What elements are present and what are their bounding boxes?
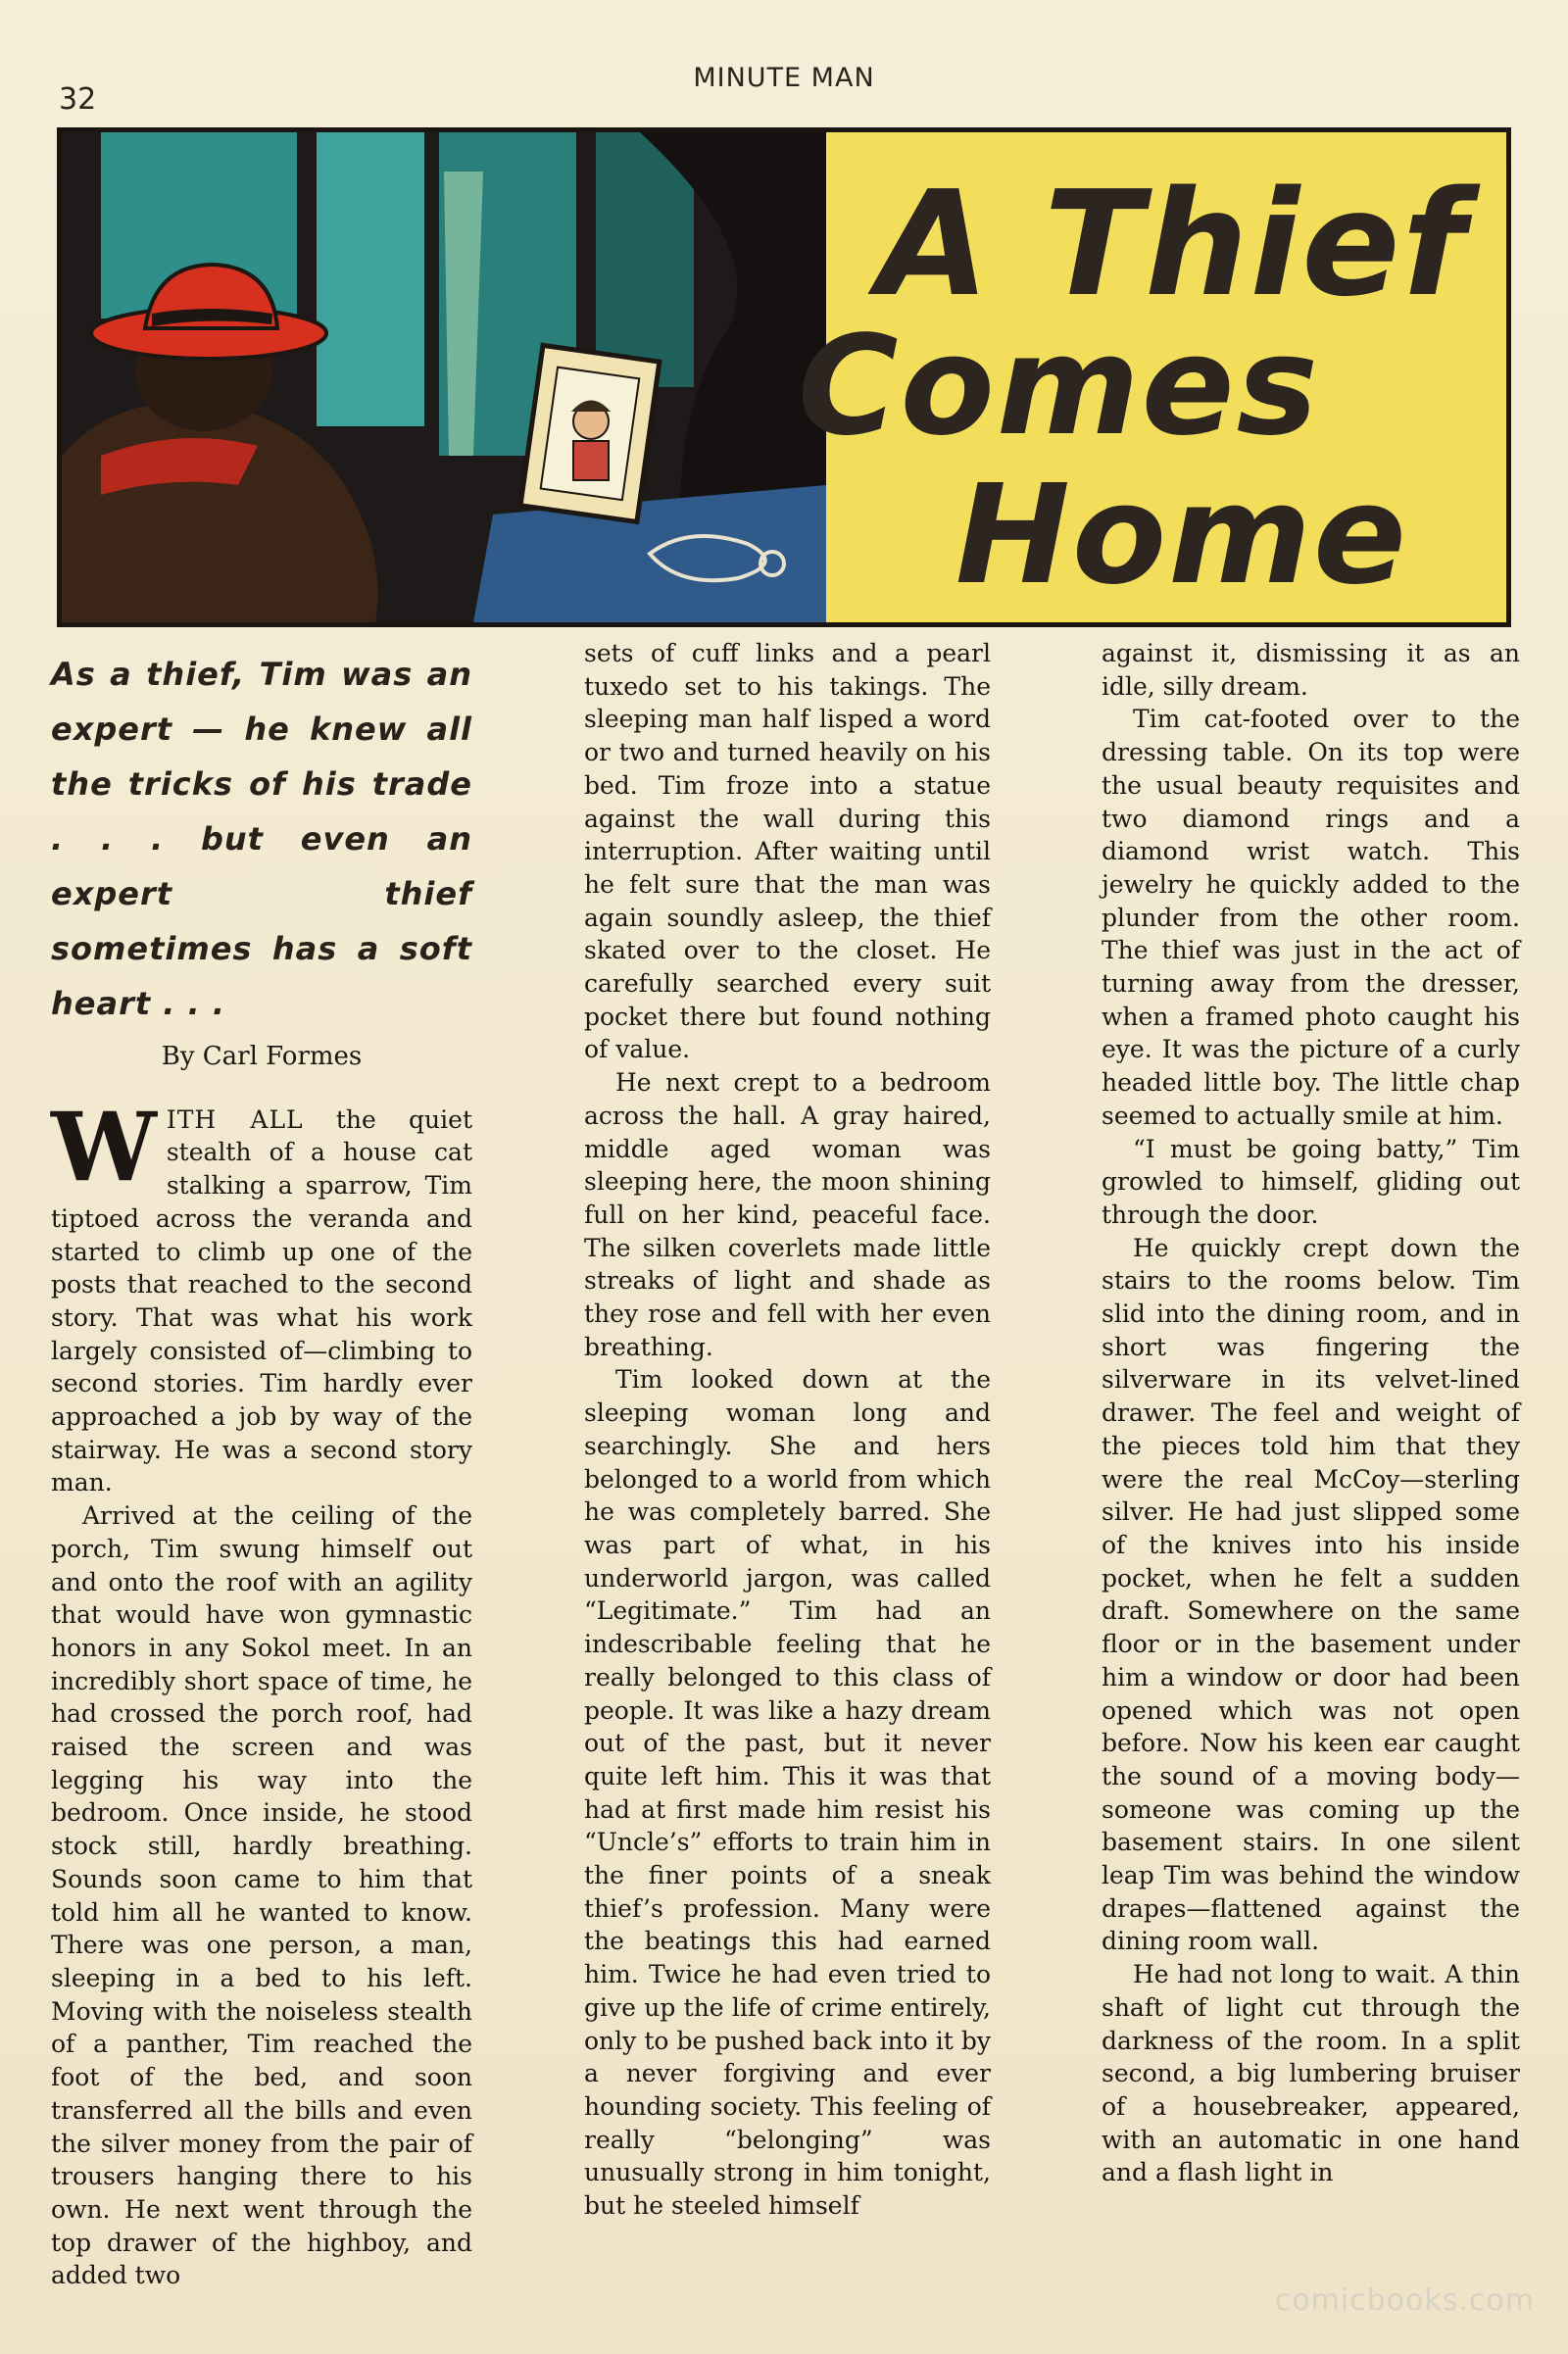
paragraph: He next crept to a bedroom across the hall. A gray haired, middle aged woman was sleeping here, the moon shining full on her kind, peaceful face. The silken coverlets made little streaks of light and shade as they rose and fell with her even breathing. (584, 1068, 991, 1361)
title-line-2: Comes (797, 307, 1320, 466)
column-1 (51, 647, 472, 2292)
paragraph: Arrived at the ceiling of the porch, Tim swung himself out and onto the roof with an agility that would have won gymnastic honors in any Sokol meet. In an incredibly short space of time, he had crossed the porch roof, had raised the screen and was legging his way into the bedroom. Once inside, he stood stock still, hardly breathing. Sounds soon came to him that told him all he wanted to know. There was one person, a man, sleeping in a bed to his left. Moving with the noiseless stealth of a panther, Tim reached the foot of the bed, and soon transferred all the bills and even the silver money from the pair of trousers hanging there to his own. He next went through the top drawer of the highboy, and added two (51, 1501, 472, 2290)
opening-caps: ITH ALL (166, 1104, 304, 1134)
byline: By Carl Formes (161, 1042, 363, 1071)
column-2 (584, 637, 991, 2223)
title-line-3: Home (955, 456, 1408, 615)
paragraph: “I must be going batty,” Tim growled to himself, gliding out through the door. (1102, 1134, 1520, 1229)
title-panel (57, 127, 1511, 627)
paragraph: He quickly crept down the stairs to the rooms below. Tim slid into the dining room, and in short was fingering the silverware in its velvet-lined drawer. The feel and weight of the pieces told him that they were the real McCoy—sterling silver. He had just slipped some of the knives into his inside pocket, when he felt a sudden draft. Somewhere on the same floor or in the basement under him a window or door had been opened which was not open before. Now his keen ear caught the sound of a moving body—someone was coming up the basement stairs. In one silent leap Tim was behind the window drapes—flattened against the dining room wall. (1102, 1233, 1520, 1956)
paragraph: against it, dismissing it as an idle, silly dream. (1102, 639, 1520, 701)
watermark: comicbooks.com (1274, 2283, 1535, 2318)
paragraph-text: the quiet stealth of a house cat stalking a sparrow, Tim tiptoed across the veranda and started to climb up one of the posts that reached to the second story. That was what his work largely consisted of—climbing to second stories. Tim hardly ever approached a job by way of the stairway. He was a second story man. (51, 1104, 472, 1497)
paragraph: Tim cat-footed over to the dressing table. On its top were the usual beauty requisites and two diamond rings and a diamond wrist watch. This jewelry he quickly added to the plunder from the other room. The thief was just in the act of turning away from the dresser, when a framed photo caught his eye. It was the picture of a curly headed little boy. The little chap seemed to actually smile at him. (1102, 705, 1520, 1130)
drop-cap: W (51, 1091, 157, 1202)
paragraph: He had not long to wait. A thin shaft of light cut through the darkness of the room. In a split second, a big lumbering bruiser of a housebreaker, appeared, with an automatic in one hand and a flash light in (1102, 1960, 1520, 2187)
page-number: 32 (59, 82, 97, 117)
opening-paragraph (51, 1091, 472, 1499)
title-line-1: A Thief (877, 160, 1467, 328)
thief-illustration (62, 132, 826, 622)
story-intro: As a thief, Tim was an expert — he knew all the tricks of his trade . . . but even an expert thief sometimes has a soft heart . . . (51, 656, 472, 1022)
running-head: MINUTE MAN (693, 63, 875, 93)
paragraph: Tim looked down at the sleeping woman long and searchingly. She and hers belonged to a world from which he was completely barred. She was part of what, in his underworld jargon, was called “Legitimate.” Tim had an indescribable feeling that he really belonged to this class of people. It was like a hazy dream out of the past, but it never quite left him. This it was that had at first made him resist his “Uncle’s” efforts to train him in the finer points of a sneak thief’s profession. Many were the beatings this had earned him. Twice he had even tried to give up the life of crime entirely, only to be pushed back into it by a never forgiving and ever hounding society. This feeling of really “belonging” was unusually strong in him tonight, but he steeled himself (584, 1365, 991, 2221)
paragraph: sets of cuff links and a pearl tuxedo set to his takings. The sleeping man half lisped a word or two and turned heavily on his bed. Tim froze into a statue against the wall during this interruption. After waiting until he felt sure that the man was again soundly asleep, the thief skated over to the closet. He carefully searched every suit pocket there but found nothing of value. (584, 639, 991, 1064)
column-3 (1102, 637, 1520, 2189)
